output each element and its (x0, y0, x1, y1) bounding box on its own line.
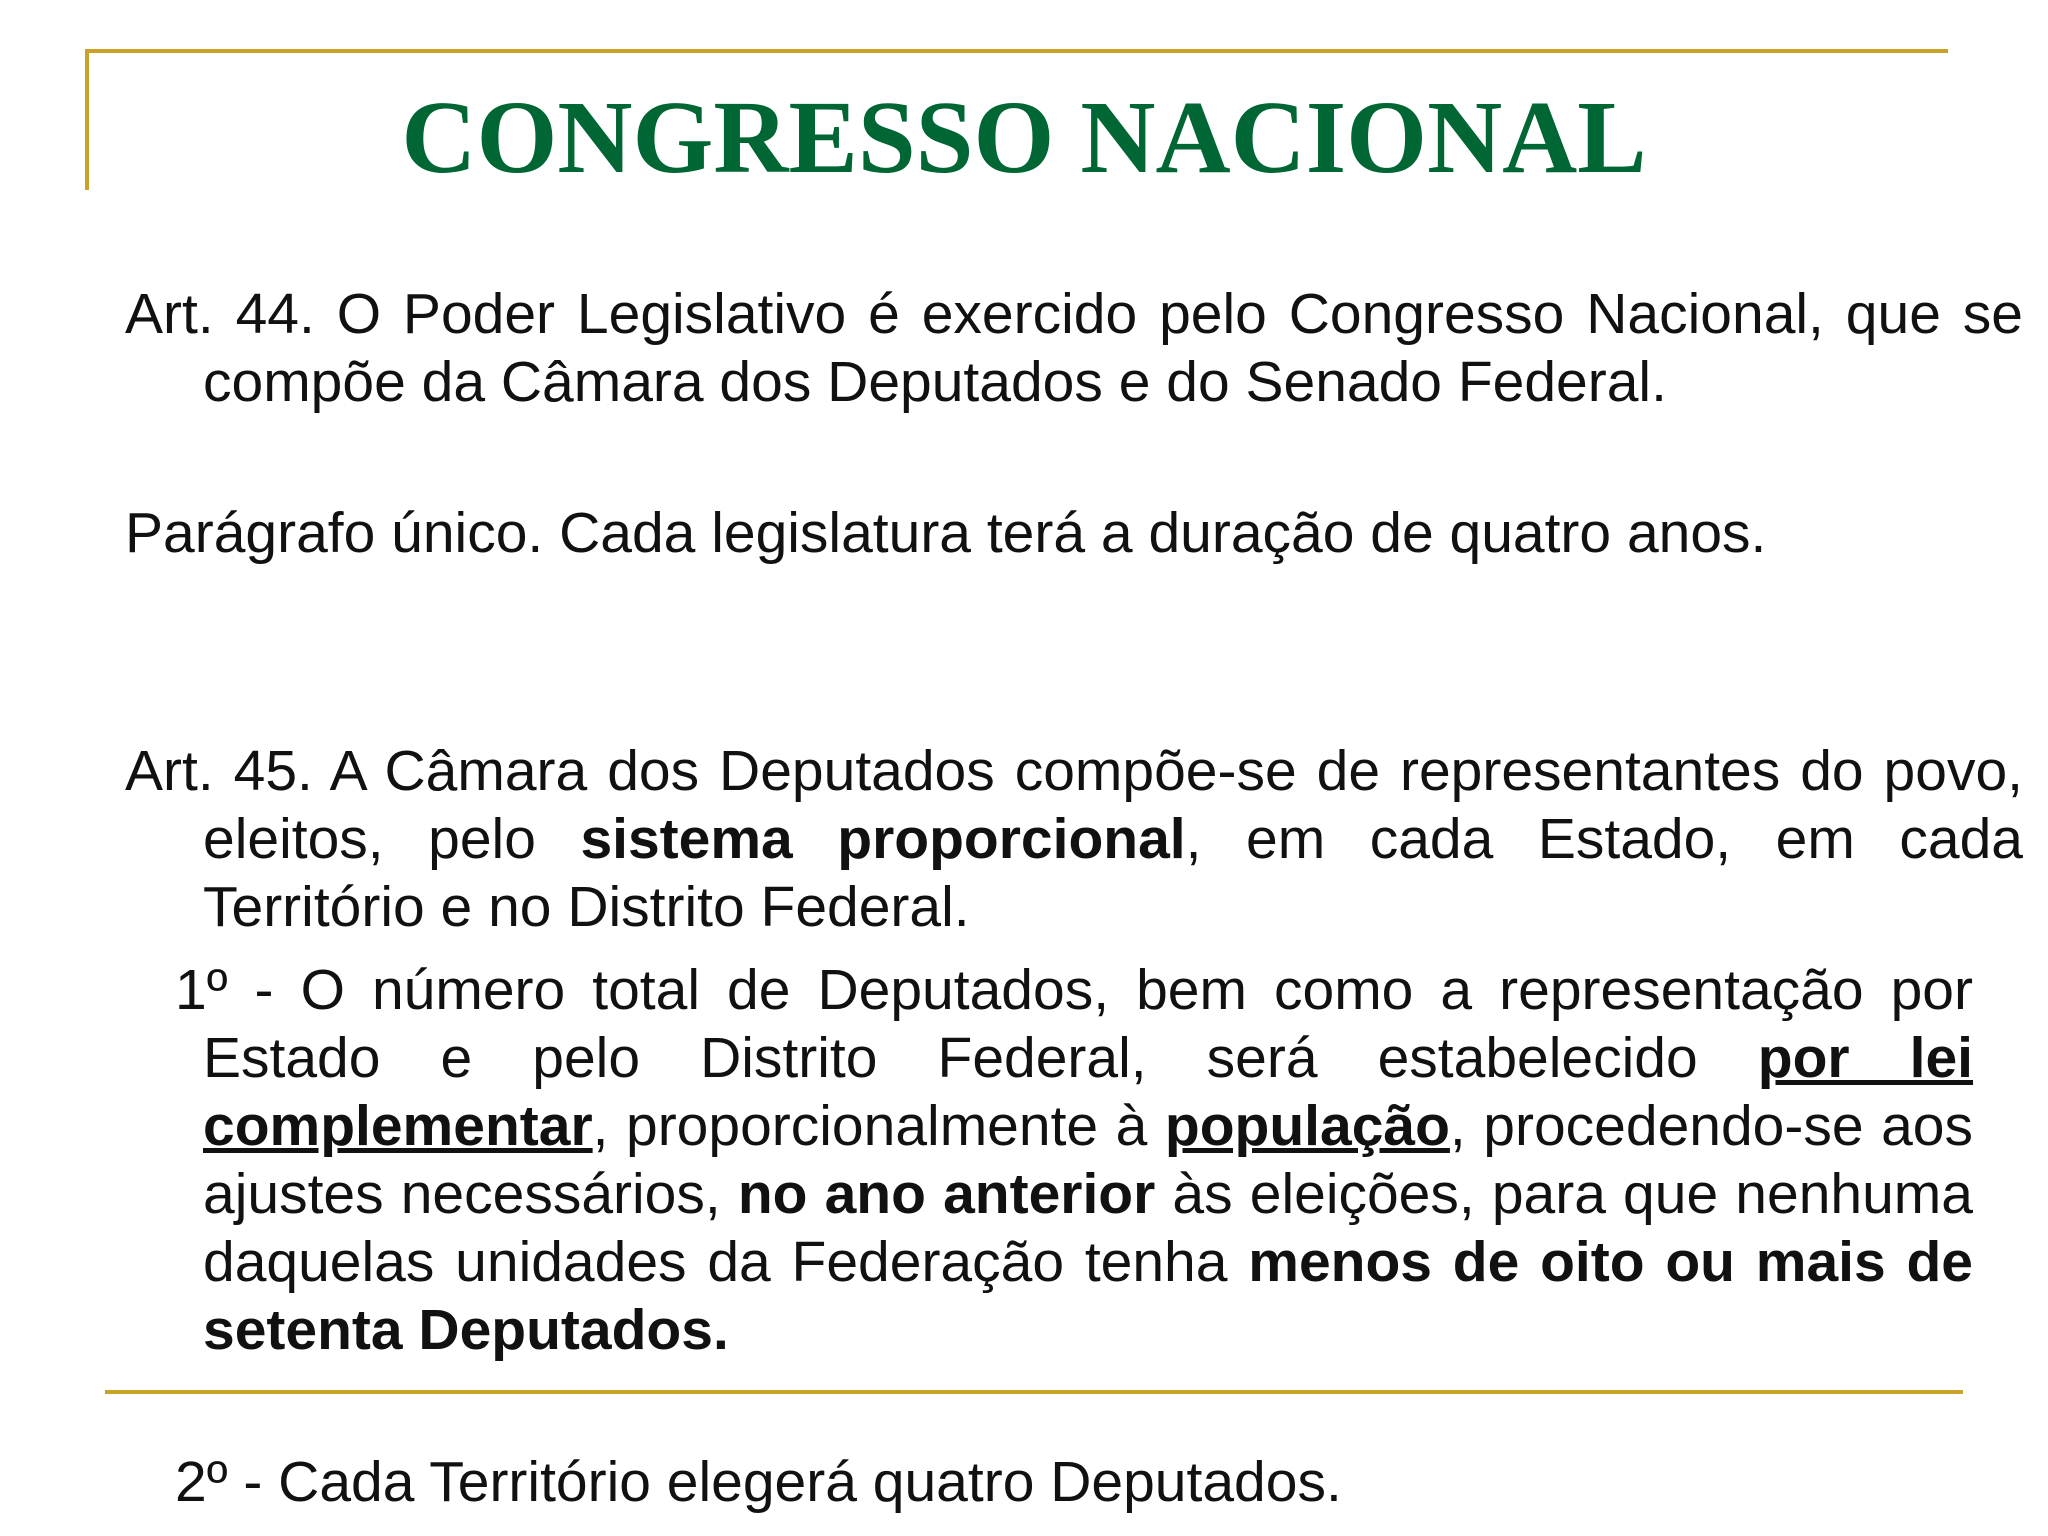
art-45-rest: , em cada Estado, em cada Território e no Distrito Federal. (203, 807, 2023, 939)
sistema-proporcional-emphasis: sistema proporcional (580, 807, 1186, 871)
art-45-intro: Art. 45. A Câmara dos Deputados compõe-se de representantes do povo, eleitos, pelo (125, 739, 2023, 871)
populacao-emphasis: população (1164, 1094, 1450, 1158)
deputados-limit-emphasis: menos de oito ou mais de setenta Deputados. (203, 1230, 1974, 1362)
paragraph-1-part-1: 1º - O número total de Deputados, bem como a representação por Estado e pelo Distrito Federal, será estabelecido (175, 958, 1973, 1090)
top-rule (85, 49, 1948, 53)
paragraph-1-part-4: às eleições, para que nenhuma daquelas unidades da Federação tenha (203, 1162, 1973, 1294)
slide-title: CONGRESSO NACIONAL (401, 80, 1647, 195)
paragraph-1-part-2: , proporcionalmente à (592, 1094, 1165, 1158)
ano-anterior-emphasis: no ano anterior (737, 1162, 1156, 1226)
art-44-text: Art. 44. O Poder Legislativo é exercido pelo Congresso Nacional, que se compõe da Câmara dos Deputados e do Senado Federal. (125, 282, 2023, 414)
paragrafo-unico-text: Parágrafo único. Cada legislatura terá a duração de quatro anos. (125, 501, 1767, 565)
paragraph-1-text (175, 956, 1973, 1364)
paragraph-2-text: 2º - Cada Território elegerá quatro Deputados. (175, 1450, 1342, 1514)
lei-complementar-emphasis: por lei complementar (203, 1026, 1974, 1158)
bottom-rule (105, 1390, 1963, 1394)
paragraph-1-part-3: , procedendo-se aos ajustes necessários, (203, 1094, 1973, 1226)
art-45-text (125, 737, 2023, 941)
